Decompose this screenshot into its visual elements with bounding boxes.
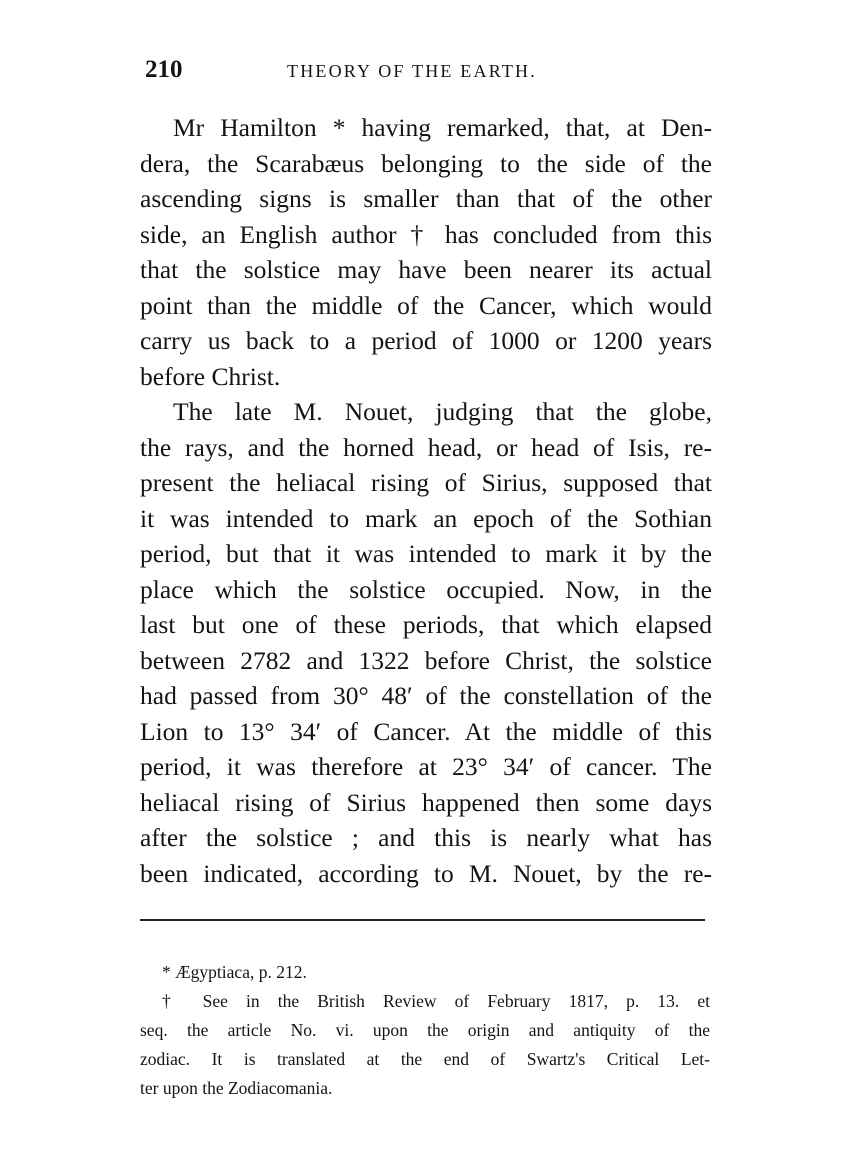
paragraph-line: last but one of these periods, that which elapsed <box>140 610 712 639</box>
paragraph-line: carry us back to a period of 1000 or 1200 years <box>140 326 712 355</box>
paragraph-line: heliacal rising of Sirius happened then some days <box>140 787 712 817</box>
paragraph-line: it was intended to mark an epoch of the Sothian <box>140 503 712 533</box>
paragraph-line: been indicated, according to M. Nouet, by the re- <box>140 858 712 888</box>
paragraph-line: before Christ. <box>140 361 281 391</box>
footnote-line: seq. the article No. vi. upon the origin and antiquity of the <box>140 1020 710 1040</box>
paragraph-line: period, but that it was intended to mark it by the <box>140 539 712 568</box>
running-title: THEORY OF THE EARTH. <box>287 61 537 81</box>
paragraph-line: the rays, and the horned head, or head of Isis, re- <box>140 432 712 462</box>
paragraph-line: Lion to 13° 34′ of Cancer. At the middle of this <box>140 716 712 746</box>
footnote-rule <box>140 919 705 921</box>
paragraph-line: that the solstice may have been nearer its actual <box>140 255 712 284</box>
paragraph-line: Mr Hamilton * having remarked, that, at Den- <box>173 113 712 142</box>
paragraph-line: present the heliacal rising of Sirius, supposed that <box>140 468 712 497</box>
paragraph-line: dera, the Scarabæus belonging to the side of the <box>140 148 712 178</box>
paragraph-line: place which the solstice occupied. Now, in the <box>140 574 712 604</box>
footnote-line: ter upon the Zodiacomania. <box>140 1078 333 1098</box>
paragraph-line: had passed from 30° 48′ of the constellation of the <box>140 681 712 710</box>
paragraph-line: point than the middle of the Cancer, which would <box>140 290 712 320</box>
footnotes <box>140 958 710 1103</box>
paragraph-line: period, it was therefore at 23° 34′ of cancer. The <box>140 752 712 781</box>
footnote-line: † See in the British Review of February 1817, p. 13. et <box>162 991 710 1011</box>
paragraph-line: after the solstice ; and this is nearly what has <box>140 823 712 852</box>
footnote-line: * Ægyptiaca, p. 212. <box>162 962 307 982</box>
paragraph-line: ascending signs is smaller than that of the other <box>140 184 712 213</box>
paragraph-line: side, an English author † has concluded from this <box>140 219 712 249</box>
page-number: 210 <box>145 56 183 83</box>
paragraph-line: between 2782 and 1322 before Christ, the solstice <box>140 645 712 675</box>
body-text <box>140 110 712 891</box>
paragraph-line: The late M. Nouet, judging that the globe, <box>173 397 712 426</box>
running-head <box>145 56 715 88</box>
footnote-line: zodiac. It is translated at the end of Swartz's Critical Let- <box>140 1049 710 1069</box>
